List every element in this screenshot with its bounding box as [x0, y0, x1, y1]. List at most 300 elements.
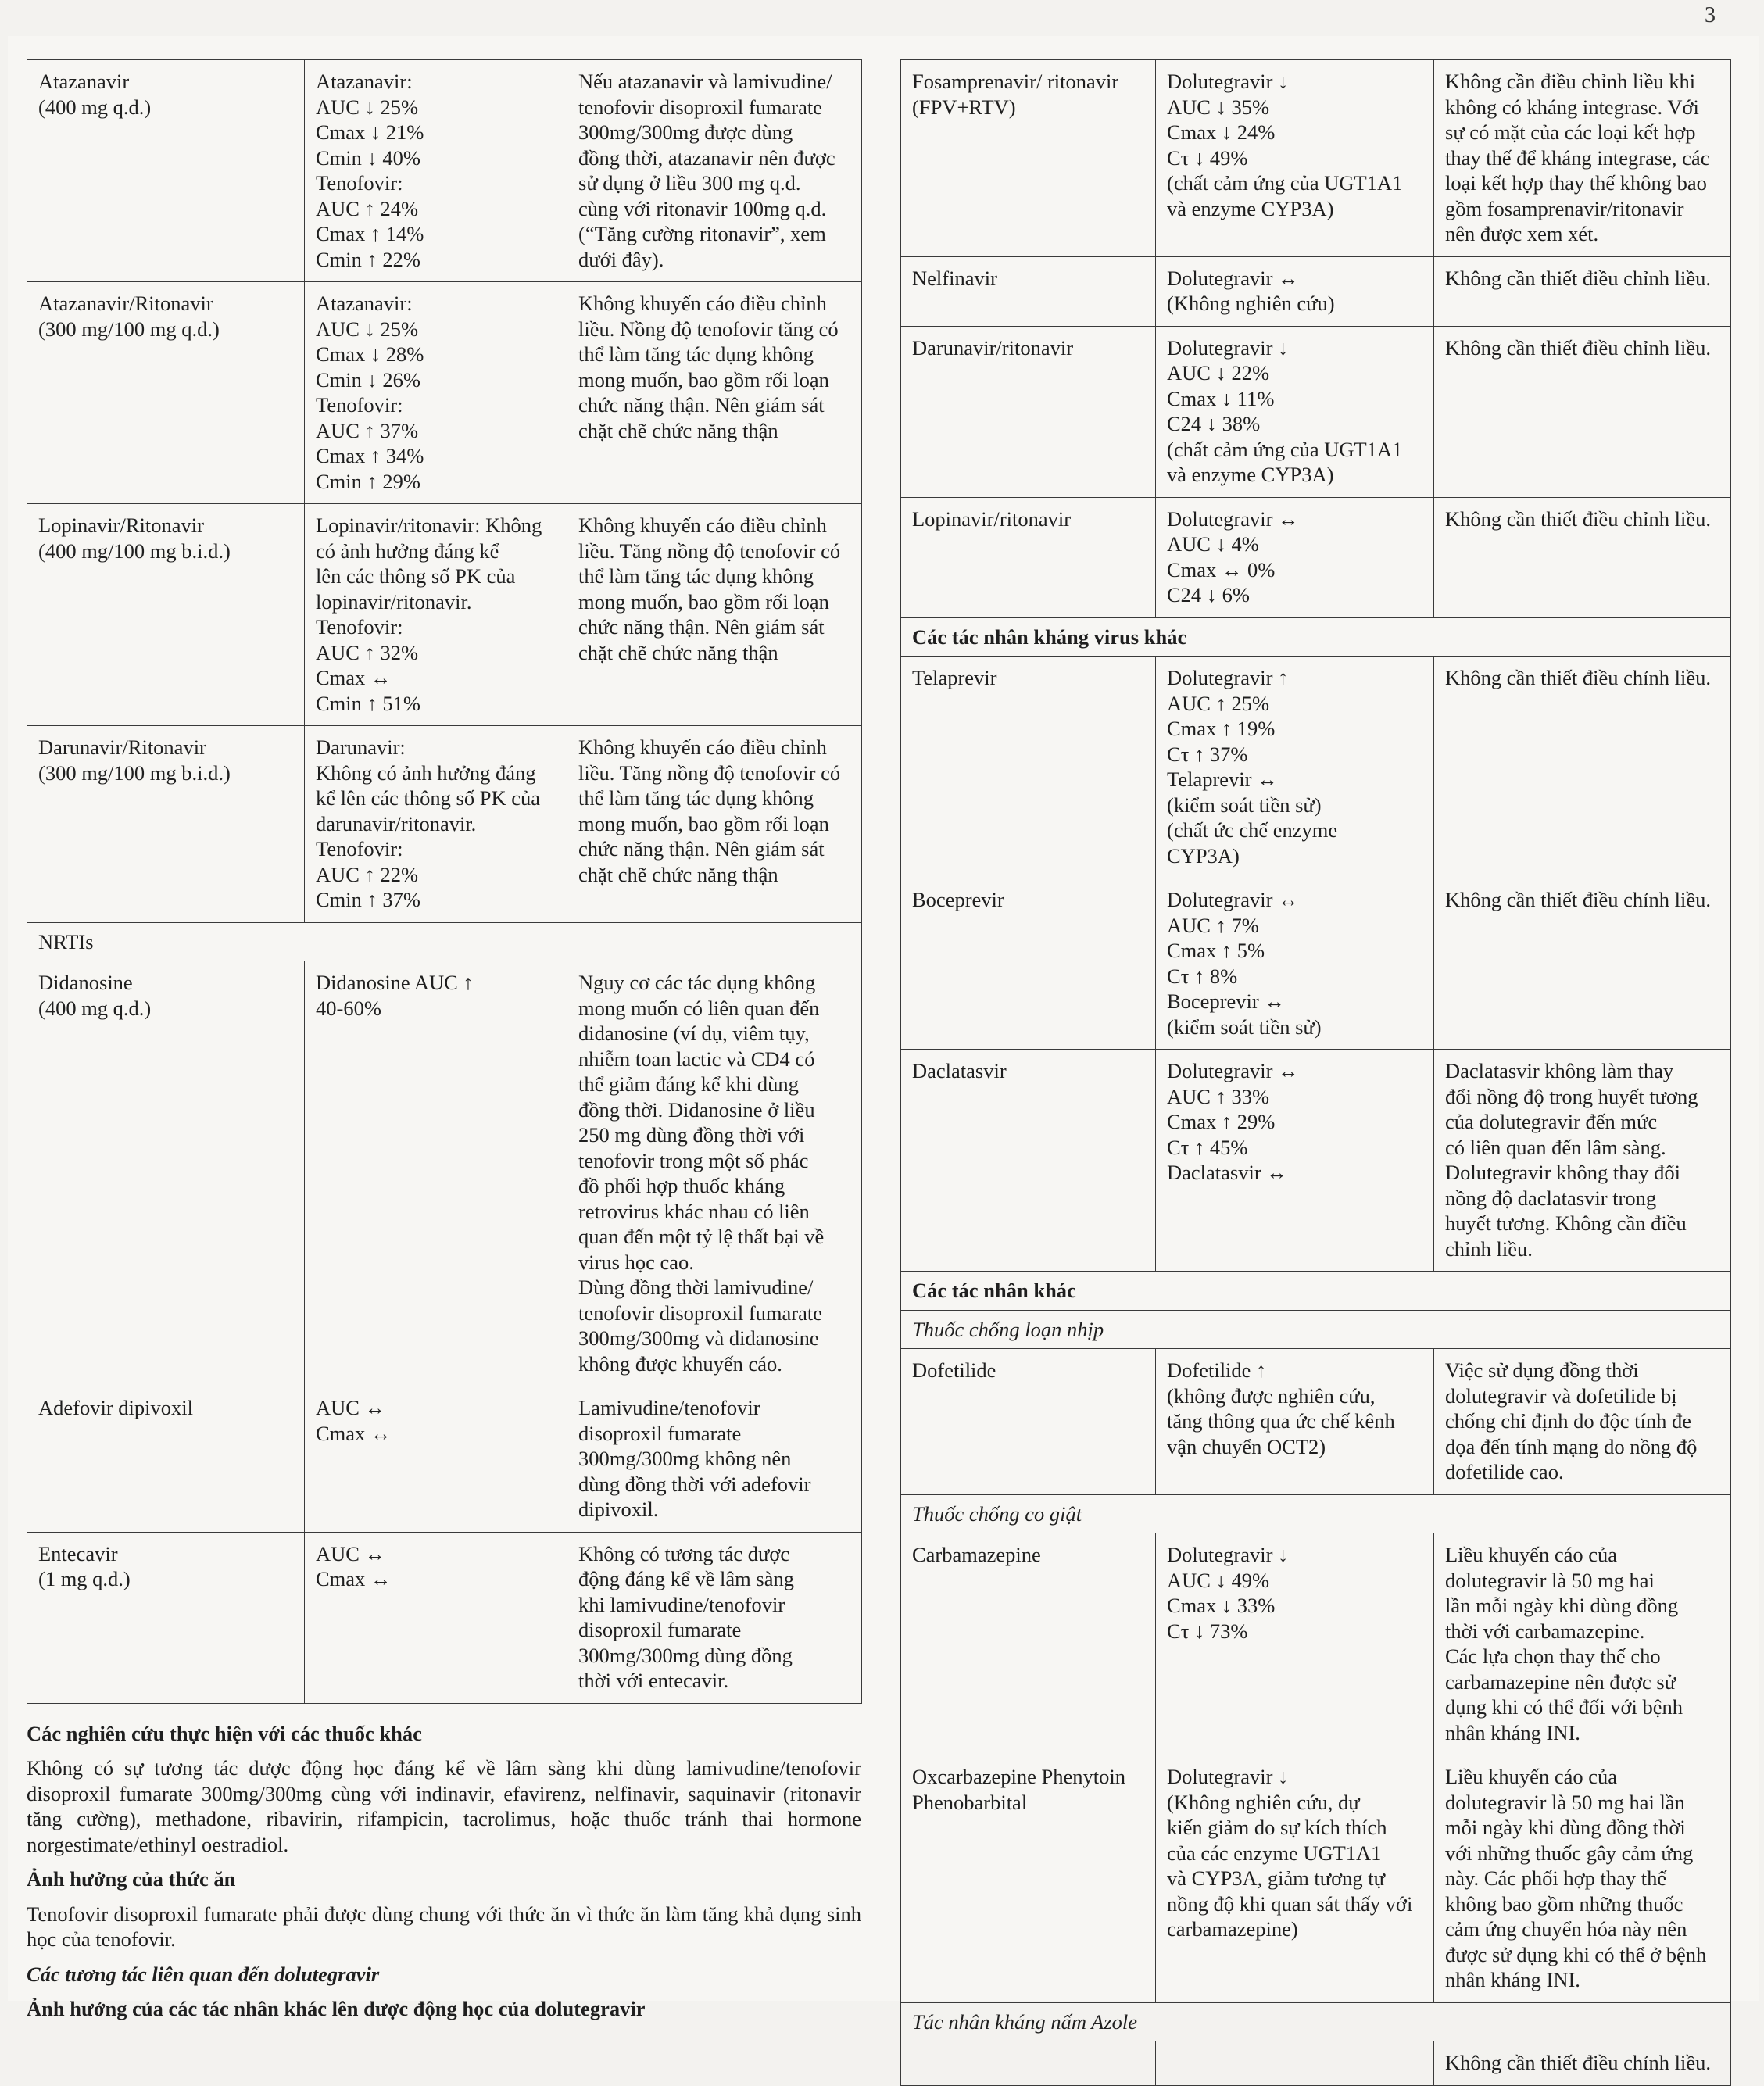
effect-line: có ảnh hưởng đáng kể [316, 538, 499, 563]
drug-line: (FPV+RTV) [912, 95, 1016, 119]
effect-cell [1156, 1533, 1434, 1755]
recommendation-line: Không cần thiết điều chỉnh liều. [1445, 666, 1711, 689]
drug-cell [901, 326, 1156, 497]
interaction-row [27, 282, 862, 504]
effect-line: AUC ↑ 7% [1167, 913, 1259, 937]
effect-cell [305, 504, 567, 726]
recommendation-line: Liều khuyến cáo của [1445, 1543, 1617, 1566]
heading-dolutegravir-interactions: Các tương tác liên quan đến dolutegravir [27, 1962, 380, 1986]
recommendation-line: sự có mặt của các loại kết hợp [1445, 120, 1696, 144]
recommendation-cell [567, 504, 862, 726]
recommendation-line: nhiễm toan lactic và CD4 có [578, 1047, 815, 1071]
interaction-row [901, 60, 1731, 257]
effect-line: darunavir/ritonavir. [316, 811, 477, 835]
effect-line: Dolutegravir ↓ [1167, 1765, 1289, 1788]
drug-cell [901, 497, 1156, 617]
effect-cell [1156, 1349, 1434, 1495]
left-column [27, 59, 861, 2031]
recommendation-line: nhân kháng INI. [1445, 1720, 1580, 1744]
effect-line: AUC ↑ 24% [316, 196, 419, 220]
recommendation-line: dọa đến tính mạng do nồng độ [1445, 1434, 1698, 1458]
recommendation-line: Daclatasvir không làm thay [1445, 1059, 1674, 1082]
effect-line: AUC ↑ 33% [1167, 1084, 1270, 1108]
recommendation-line: 300mg/300mg và didanosine [578, 1326, 819, 1350]
drug-line: (1 mg q.d.) [38, 1567, 131, 1590]
effect-line: Darunavir: [316, 735, 406, 759]
recommendation-line: có liên quan đến lâm sàng. [1445, 1135, 1666, 1159]
drug-cell [901, 878, 1156, 1050]
drug-cell [901, 1349, 1156, 1495]
effect-line: (chất cảm ứng của UGT1A1 [1167, 171, 1403, 195]
effect-cell [305, 1386, 567, 1533]
recommendation-line: không bao gồm những thuốc [1445, 1891, 1683, 1916]
effect-line: AUC ↓ 25% [316, 317, 419, 341]
recommendation-line: dolutegravir là 50 mg hai [1445, 1568, 1655, 1592]
effect-line: AUC ↓ 49% [1167, 1568, 1270, 1592]
recommendation-line: Dùng đồng thời lamivudine/ [578, 1276, 814, 1299]
recommendation-line: 300mg/300mg được dùng [578, 120, 793, 144]
effect-line: (Không nghiên cứu, dự [1167, 1790, 1360, 1814]
recommendation-line: chức năng thận. Nên giám sát [578, 615, 825, 639]
effect-line: của các enzyme UGT1A1 [1167, 1841, 1382, 1865]
heading-other-studies: Các nghiên cứu thực hiện với các thuốc khác [27, 1721, 422, 1745]
section-heading: Thuốc chống loạn nhịp [901, 1310, 1731, 1349]
effect-line: Cτ ↓ 73% [1167, 1619, 1248, 1643]
recommendation-line: quan đến một tỷ lệ thất bại về [578, 1225, 825, 1248]
interaction-row [901, 1349, 1731, 1495]
recommendation-line: Không cần điều chỉnh liều khi [1445, 70, 1696, 93]
effect-line: Cmax ↑ 29% [1167, 1110, 1276, 1133]
interaction-row [27, 60, 862, 282]
effect-line: Cmax ↓ 11% [1167, 386, 1275, 410]
interaction-row [901, 1050, 1731, 1272]
effect-cell [1156, 60, 1434, 257]
drug-cell [901, 1755, 1156, 2003]
recommendation-line: liều. Nồng độ tenofovir tăng có [578, 317, 839, 341]
drug-cell [901, 1533, 1156, 1755]
effect-line: Cτ ↑ 45% [1167, 1135, 1248, 1159]
effect-line: (chất ức chế enzyme [1167, 818, 1338, 842]
effect-cell [305, 60, 567, 282]
effect-line: Cτ ↑ 37% [1167, 742, 1248, 766]
effect-line: Cmax ↓ 21% [316, 120, 424, 144]
effect-line: Cmax ↔ [316, 666, 392, 689]
heading-effect-on-dolutegravir: Ảnh hưởng của các tác nhân khác lên dược động học của dolutegravir [27, 1997, 646, 2020]
recommendation-line: được sử dụng khi có thể ở bệnh [1445, 1942, 1707, 1966]
effect-line: Cτ ↑ 8% [1167, 964, 1238, 988]
recommendation-line: Nếu atazanavir và lamivudine/ [578, 70, 832, 93]
interaction-row [901, 657, 1731, 878]
effect-line: AUC ↓ 4% [1167, 532, 1259, 556]
recommendation-line: mong muốn, bao gồm rối loạn [578, 811, 829, 835]
effect-line: CYP3A) [1167, 843, 1240, 868]
effect-line: kiến giảm do sự kích thích [1167, 1816, 1387, 1839]
section-heading: Tác nhân kháng nấm Azole [901, 2002, 1731, 2041]
recommendation-line: gồm fosamprenavir/ritonavir [1445, 196, 1684, 220]
drug-cell [27, 1532, 305, 1703]
section-row-thuoc-chong-loan-nhip [901, 1310, 1731, 1349]
heading-food-effect: Ảnh hưởng của thức ăn [27, 1867, 236, 1891]
recommendation-line: Dolutegravir không thay đổi [1445, 1161, 1681, 1184]
recommendation-cell [1434, 1050, 1731, 1272]
effect-line: Dolutegravir ↔ [1167, 266, 1299, 290]
recommendation-cell [1434, 878, 1731, 1050]
section-heading: NRTIs [27, 922, 862, 961]
recommendation-line: huyết tương. Không cần điều [1445, 1211, 1687, 1235]
drug-line: Oxcarbazepine Phenytoin [912, 1765, 1125, 1788]
recommendation-line: không có kháng integrase. Với [1445, 95, 1699, 119]
effect-line: Cmax ↓ 33% [1167, 1594, 1276, 1617]
recommendation-line: Lamivudine/tenofovir [578, 1396, 760, 1419]
effect-line: AUC ↑ 32% [316, 640, 419, 664]
effect-cell [1156, 1050, 1434, 1272]
recommendation-line: này. Các phối hợp thay thế [1445, 1866, 1667, 1890]
recommendation-cell [567, 1386, 862, 1533]
drug-line: Phenobarbital [912, 1790, 1028, 1814]
section-heading: Các tác nhân kháng virus khác [901, 617, 1731, 657]
interaction-table-left [27, 59, 862, 1704]
effect-cell [305, 282, 567, 504]
recommendation-line: mỗi ngày khi dùng đồng thời [1445, 1816, 1686, 1839]
effect-line: và CYP3A, giảm tương tự [1167, 1866, 1386, 1890]
effect-line: (kiểm soát tiền sử) [1167, 793, 1322, 817]
effect-line: Cmax ↑ 5% [1167, 939, 1265, 962]
recommendation-cell [567, 282, 862, 504]
effect-line: và enzyme CYP3A) [1167, 463, 1334, 486]
recommendation-line: dolutegravir là 50 mg hai lần [1445, 1790, 1685, 1814]
effect-cell [305, 961, 567, 1386]
effect-line: AUC ↑ 22% [316, 862, 419, 886]
effect-line: Didanosine AUC ↑ [316, 971, 474, 994]
effect-line: Tenofovir: [316, 837, 403, 861]
recommendation-line: Không cần thiết điều chỉnh liều. [1445, 506, 1711, 531]
recommendation-line: thể làm tăng tác dụng không [578, 564, 814, 588]
drug-line: (400 mg q.d.) [38, 996, 152, 1020]
drug-cell [27, 961, 305, 1386]
effect-line: tăng thông qua ức chế kênh [1167, 1409, 1395, 1433]
effect-line: AUC ↑ 25% [1167, 691, 1270, 715]
recommendation-line: Không cần thiết điều chỉnh liều. [1445, 2051, 1711, 2074]
recommendation-line: dụng khi có thể đối với bệnh [1445, 1695, 1683, 1719]
effect-line: Daclatasvir ↔ [1167, 1161, 1287, 1184]
recommendation-line: động đáng kể về lâm sàng [578, 1567, 794, 1590]
recommendation-cell [1434, 2041, 1731, 2086]
section-row-cac-tac-nhan-khac [901, 1272, 1731, 1311]
effect-line: Cmax ↔ [316, 1421, 392, 1445]
recommendation-cell [567, 961, 862, 1386]
effect-line: Cτ ↓ 49% [1167, 145, 1248, 170]
recommendation-cell [1434, 326, 1731, 497]
recommendation-line: disoproxil fumarate [578, 1618, 742, 1641]
effect-line: Dolutegravir ↓ [1167, 70, 1289, 93]
drug-line: Nelfinavir [912, 266, 997, 290]
effect-line: lopinavir/ritonavir. [316, 589, 472, 614]
recommendation-line: chặt chẽ chức năng thận [578, 640, 778, 664]
drug-line: Fosamprenavir/ ritonavir [912, 70, 1119, 93]
effect-cell [1156, 326, 1434, 497]
recommendation-line: liều. Tăng nồng độ tenofovir có [578, 760, 841, 785]
recommendation-cell [1434, 497, 1731, 617]
recommendation-line: thay thế để kháng integrase, các [1445, 145, 1710, 170]
interaction-row [901, 256, 1731, 326]
recommendation-cell [1434, 1533, 1731, 1755]
drug-line: Carbamazepine [912, 1543, 1041, 1566]
recommendation-line: Không cần thiết điều chỉnh liều. [1445, 888, 1711, 911]
recommendation-line: khi lamivudine/tenofovir [578, 1592, 785, 1616]
effect-line: Dolutegravir ↔ [1167, 888, 1299, 911]
effect-line: lên các thông số PK của [316, 564, 516, 588]
recommendation-line: dưới đây). [578, 247, 664, 271]
interaction-row [901, 878, 1731, 1050]
recommendation-line: tenofovir trong một số phác [578, 1148, 809, 1172]
effect-line: Dolutegravir ↑ [1167, 666, 1289, 689]
effect-line: Cmax ↓ 24% [1167, 120, 1276, 144]
effect-line: AUC ↔ [316, 1541, 386, 1565]
effect-line: AUC ↔ [316, 1396, 386, 1419]
effect-line: carbamazepine) [1167, 1917, 1298, 1941]
section-row-tac-nhan-khang-nam-azole [901, 2002, 1731, 2041]
left-text-block [27, 1721, 861, 2022]
effect-line: AUC ↓ 22% [1167, 361, 1270, 385]
effect-line: Cmax ↔ [316, 1567, 392, 1590]
effect-cell [1156, 497, 1434, 617]
recommendation-line: của dolutegravir đến mức [1445, 1110, 1658, 1133]
effect-cell [1156, 878, 1434, 1050]
drug-line: Daclatasvir [912, 1059, 1007, 1082]
recommendation-cell [567, 60, 862, 282]
drug-line: Lopinavir/Ritonavir [38, 513, 204, 537]
section-heading: Thuốc chống co giật [901, 1494, 1731, 1533]
drug-cell [27, 504, 305, 726]
recommendation-line: không được khuyến cáo. [578, 1351, 782, 1376]
recommendation-line: Liều khuyến cáo của [1445, 1765, 1617, 1788]
effect-line: Dolutegravir ↓ [1167, 1543, 1289, 1566]
interaction-row [27, 1386, 862, 1533]
drug-cell [901, 60, 1156, 257]
recommendation-line: dùng đồng thời với adefovir [578, 1472, 811, 1496]
recommendation-line: nhân kháng INI. [1445, 1968, 1580, 1991]
section-row-nrtis [27, 922, 862, 961]
recommendation-line: thời với entecavir. [578, 1669, 729, 1692]
effect-line: (kiểm soát tiền sử) [1167, 1014, 1322, 1039]
effect-line: Boceprevir ↔ [1167, 989, 1285, 1013]
interaction-row [27, 961, 862, 1386]
recommendation-line: liều. Tăng nồng độ tenofovir có [578, 538, 841, 563]
effect-line: Cmax ↓ 28% [316, 342, 424, 366]
effect-line: Cmin ↑ 22% [316, 247, 420, 271]
effect-line: Cmin ↑ 29% [316, 469, 420, 493]
interaction-row [27, 726, 862, 923]
recommendation-line: đồ phối hợp thuốc kháng [578, 1174, 785, 1197]
effect-line: Không có ảnh hưởng đáng [316, 760, 536, 785]
effect-line: Atazanavir: [316, 292, 413, 315]
recommendation-line: thể làm tăng tác dụng không [578, 342, 814, 366]
drug-line: Adefovir dipivoxil [38, 1396, 193, 1419]
recommendation-line: dipivoxil. [578, 1497, 659, 1521]
drug-line: (300 mg/100 mg q.d.) [38, 317, 220, 341]
effect-cell [305, 726, 567, 923]
effect-line: Dolutegravir ↔ [1167, 506, 1299, 531]
effect-line: Cmin ↓ 40% [316, 145, 420, 170]
effect-cell [305, 1532, 567, 1703]
recommendation-line: Không khuyến cáo điều chỉnh [578, 735, 827, 759]
interaction-row [901, 2041, 1731, 2086]
effect-line: Cmin ↓ 26% [316, 367, 420, 392]
recommendation-line: loại kết hợp thay thế không bao [1445, 171, 1707, 195]
drug-line: (400 mg q.d.) [38, 95, 152, 119]
recommendation-line: Không có tương tác dược [578, 1541, 790, 1565]
drug-line: Dofetilide [912, 1358, 996, 1382]
recommendation-line: virus học cao. [578, 1250, 694, 1274]
drug-line: Didanosine [38, 971, 133, 994]
interaction-row [901, 1755, 1731, 2003]
recommendation-line: thời với carbamazepine. [1445, 1619, 1645, 1643]
effect-line: 40-60% [316, 996, 381, 1020]
recommendation-line: mong muốn, bao gồm rối loạn [578, 367, 829, 392]
recommendation-line: Các lựa chọn thay thế cho [1445, 1644, 1661, 1668]
effect-line: (không được nghiên cứu, [1167, 1383, 1376, 1408]
recommendation-line: Không cần thiết điều chỉnh liều. [1445, 266, 1711, 290]
recommendation-line: đồng thời, atazanavir nên được [578, 145, 835, 170]
recommendation-line: chức năng thận. Nên giám sát [578, 393, 825, 417]
effect-line: và enzyme CYP3A) [1167, 196, 1334, 220]
paragraph-other-studies: Không có sự tương tác dược động học đáng kể về lâm sàng khi dùng lamivudine/tenofovir disoproxil fumarate 300mg/300mg cùng với indinavir, efavirenz, nelfinavir, saquinavir (ritonavir tăng cường), methadone, ribavirin, rifampicin, tacrolimus, hoặc thuốc tránh thai hormone norgestimate/ethinyl oestradiol. [27, 1756, 861, 1856]
drug-line: (300 mg/100 mg b.i.d.) [38, 760, 231, 785]
effect-cell [1156, 256, 1434, 326]
effect-line: kể lên các thông số PK của [316, 786, 540, 810]
effect-line: vận chuyển OCT2) [1167, 1434, 1326, 1458]
interaction-row [27, 1532, 862, 1703]
drug-cell [27, 282, 305, 504]
recommendation-line: cùng với ritonavir 100mg q.d. [578, 196, 827, 220]
interaction-row [901, 497, 1731, 617]
effect-line: Cmax ↑ 34% [316, 444, 424, 467]
recommendation-line: chức năng thận. Nên giám sát [578, 837, 825, 861]
recommendation-cell [567, 1532, 862, 1703]
recommendation-line: chống chỉ định do độc tính đe [1445, 1409, 1691, 1433]
recommendation-line: retrovirus khác nhau có liên [578, 1199, 810, 1223]
recommendation-line: Không khuyến cáo điều chỉnh [578, 292, 827, 315]
recommendation-line: mong muốn, bao gồm rối loạn [578, 589, 829, 614]
drug-cell [901, 2041, 1156, 2086]
effect-line: Atazanavir: [316, 70, 413, 93]
recommendation-line: đổi nồng độ trong huyết tương [1445, 1084, 1698, 1108]
recommendation-line: đồng thời. Didanosine ở liều [578, 1097, 815, 1122]
recommendation-line: dolutegravir và dofetilide bị [1445, 1383, 1677, 1408]
drug-line: Darunavir/Ritonavir [38, 735, 206, 759]
drug-line: Atazanavir/Ritonavir [38, 292, 213, 315]
recommendation-line: chỉnh liều. [1445, 1236, 1533, 1261]
effect-line: Lopinavir/ritonavir: Không [316, 513, 542, 537]
recommendation-line: chặt chẽ chức năng thận [578, 418, 778, 442]
drug-line: Atazanavir [38, 70, 130, 93]
effect-line: Dolutegravir ↔ [1167, 1059, 1299, 1082]
recommendation-line: 250 mg dùng đồng thời với [578, 1123, 805, 1147]
interaction-row [27, 504, 862, 726]
drug-line: (400 mg/100 mg b.i.d.) [38, 538, 231, 563]
recommendation-cell [567, 726, 862, 923]
section-row-thuoc-chong-co-giat [901, 1494, 1731, 1533]
recommendation-line: với những thuốc gây cảm ứng [1445, 1841, 1694, 1865]
recommendation-line: cảm ứng chuyển hóa này nên [1445, 1917, 1687, 1941]
drug-line: Darunavir/ritonavir [912, 335, 1074, 360]
recommendation-line: lần mỗi ngày khi dùng đồng [1445, 1594, 1679, 1617]
recommendation-line: Không cần thiết điều chỉnh liều. [1445, 335, 1711, 360]
recommendation-line: sử dụng ở liều 300 mg q.d. [578, 171, 801, 195]
recommendation-line: mong muốn có liên quan đến [578, 996, 820, 1020]
recommendation-line: 300mg/300mg không nên [578, 1447, 792, 1470]
effect-line: Telaprevir ↔ [1167, 767, 1278, 791]
effect-line: C24 ↓ 6% [1167, 583, 1250, 606]
effect-line: AUC ↓ 35% [1167, 95, 1270, 119]
drug-line: Telaprevir [912, 666, 997, 689]
recommendation-line: thể làm tăng tác dụng không [578, 786, 814, 810]
effect-line: Dolutegravir ↓ [1167, 335, 1289, 360]
effect-cell [1156, 2041, 1434, 2086]
recommendation-cell [1434, 1755, 1731, 2003]
recommendation-line: Nguy cơ các tác dụng không [578, 971, 816, 994]
recommendation-line: Việc sử dụng đồng thời [1445, 1358, 1639, 1382]
effect-cell [1156, 1755, 1434, 2003]
recommendation-line: didanosine (ví dụ, viêm tụy, [578, 1022, 810, 1045]
recommendation-line: dofetilide cao. [1445, 1460, 1564, 1483]
effect-line: AUC ↓ 25% [316, 95, 419, 119]
effect-cell [1156, 657, 1434, 878]
recommendation-line: thể giảm đáng kể khi dùng [578, 1072, 799, 1096]
recommendation-cell [1434, 1349, 1731, 1495]
recommendation-line: tenofovir disoproxil fumarate [578, 95, 823, 119]
effect-line: Cmax ↔ 0% [1167, 557, 1276, 581]
section-row-cac-tac-nhan-khang-virus-khac [901, 617, 1731, 657]
page-number: 3 [1705, 3, 1716, 27]
recommendation-line: disoproxil fumarate [578, 1421, 742, 1445]
recommendation-line: carbamazepine nên được sử [1445, 1669, 1676, 1694]
recommendation-line: 300mg/300mg dùng đồng [578, 1643, 793, 1667]
effect-line: Cmax ↑ 14% [316, 222, 424, 245]
drug-line: Boceprevir [912, 888, 1004, 911]
drug-line: Lopinavir/ritonavir [912, 506, 1072, 531]
drug-cell [901, 256, 1156, 326]
interaction-row [901, 1533, 1731, 1755]
drug-cell [901, 1050, 1156, 1272]
drug-cell [27, 1386, 305, 1533]
paragraph-food-effect: Tenofovir disoproxil fumarate phải được dùng chung với thức ăn vì thức ăn làm tăng khả dụng sinh học của tenofovir. [27, 1902, 861, 1951]
effect-line: nồng độ khi quan sát thấy với [1167, 1891, 1413, 1916]
effect-line: Tenofovir: [316, 171, 403, 195]
recommendation-cell [1434, 657, 1731, 878]
effect-line: Cmin ↑ 37% [316, 888, 420, 911]
drug-line: Entecavir [38, 1541, 118, 1565]
interaction-row [901, 326, 1731, 497]
recommendation-line: tenofovir disoproxil fumarate [578, 1301, 823, 1325]
recommendation-line: nồng độ daclatasvir trong [1445, 1186, 1657, 1210]
effect-line: C24 ↓ 38% [1167, 412, 1261, 435]
effect-line: Tenofovir: [316, 615, 403, 639]
section-heading: Các tác nhân khác [901, 1272, 1731, 1311]
drug-cell [27, 726, 305, 923]
effect-line: (chất cảm ứng của UGT1A1 [1167, 437, 1403, 461]
effect-line: Cmin ↑ 51% [316, 691, 420, 715]
recommendation-line: chặt chẽ chức năng thận [578, 862, 778, 886]
recommendation-cell [1434, 256, 1731, 326]
recommendation-cell [1434, 60, 1731, 257]
effect-line: Dofetilide ↑ [1167, 1358, 1267, 1382]
effect-line: Cmax ↑ 19% [1167, 717, 1276, 740]
effect-line: (Không nghiên cứu) [1167, 292, 1335, 315]
recommendation-line: Không khuyến cáo điều chỉnh [578, 513, 827, 537]
effect-line: Tenofovir: [316, 393, 403, 417]
right-column [900, 59, 1730, 2086]
